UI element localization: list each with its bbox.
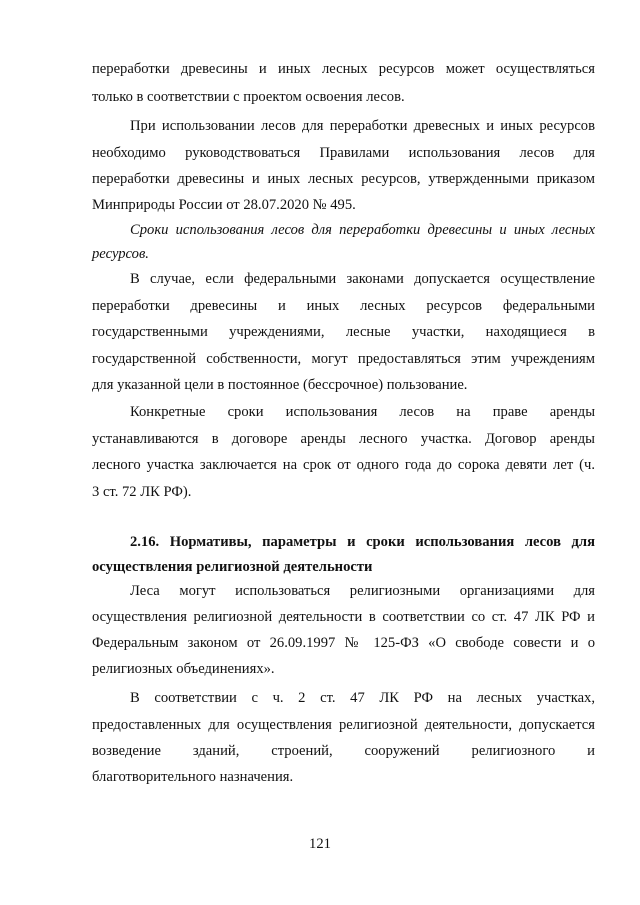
body-text-line: переработки древесины и иных лесных ресурсов, утвержденными приказом <box>92 171 595 187</box>
body-text-line: государственной собственности, могут предоставляться этим учреждениям <box>92 351 595 367</box>
body-text-line: устанавливаются в договоре аренды лесного участка. Договор аренды <box>92 431 595 447</box>
body-text-line: В соответствии с ч. 2 ст. 47 ЛК РФ на лесных участках, <box>130 690 595 706</box>
page-number: 121 <box>309 836 331 852</box>
body-text-line: религиозных объединениях». <box>92 661 275 677</box>
body-text-line: лесного участка заключается на срок от одного года до сорока девяти лет (ч. <box>92 457 595 473</box>
body-text-line: Леса могут использоваться религиозными организациями для <box>130 583 595 599</box>
italic-subheading-line: ресурсов. <box>92 246 149 262</box>
body-text-line: При использовании лесов для переработки древесных и иных ресурсов <box>130 118 595 134</box>
body-text-line: благотворительного назначения. <box>92 769 294 785</box>
italic-subheading-line: Сроки использования лесов для переработки древесины и иных лесных <box>130 222 595 238</box>
body-text-line: В случае, если федеральными законами допускается осуществление <box>130 271 595 287</box>
body-text-line: переработки древесины и иных лесных ресурсов может осуществляться <box>92 61 595 77</box>
body-text-line: Минприроды России от 28.07.2020 № 495. <box>92 197 356 213</box>
body-text-line: 3 ст. 72 ЛК РФ). <box>92 484 192 500</box>
body-text-line: Федеральным законом от 26.09.1997 № 125-ФЗ «О свободе совести и о <box>92 635 595 651</box>
body-text-line: предоставленных для осуществления религиозной деятельности, допускается <box>92 717 595 733</box>
section-heading: 2.16. Нормативы, параметры и сроки использования лесов для <box>130 534 595 550</box>
body-text-line: только в соответствии с проектом освоения лесов. <box>92 89 405 105</box>
body-text-line: государственными учреждениями, лесные участки, находящиеся в <box>92 324 595 340</box>
body-text-line: необходимо руководствоваться Правилами использования лесов для <box>92 145 595 161</box>
body-text-line: переработки древесины и иных лесных ресурсов федеральными <box>92 298 595 314</box>
body-text-line: для указанной цели в постоянное (бессрочное) пользование. <box>92 377 468 393</box>
section-heading: осуществления религиозной деятельности <box>92 559 373 575</box>
body-text-line: осуществления религиозной деятельности в соответствии со ст. 47 ЛК РФ и <box>92 609 595 625</box>
body-text-line: Конкретные сроки использования лесов на праве аренды <box>130 404 595 420</box>
body-text-line: возведение зданий, строений, сооружений религиозного и <box>92 743 595 759</box>
